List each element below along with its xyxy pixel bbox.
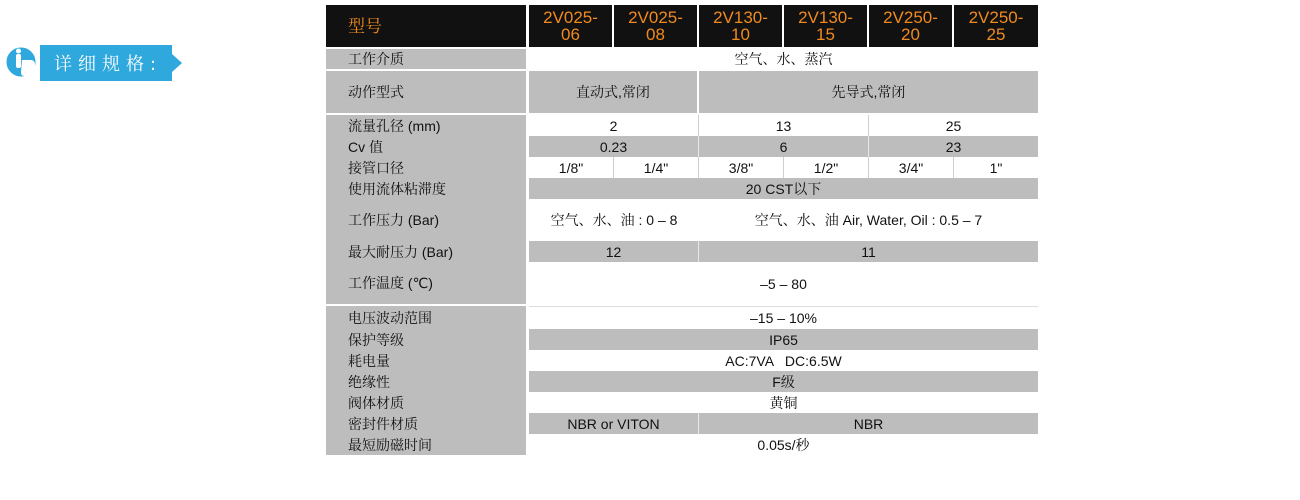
cv-1: 0.23	[529, 136, 699, 157]
cv-3: 23	[869, 136, 1038, 157]
table-row	[326, 157, 1038, 178]
row-label: 最短励磁时间	[326, 434, 529, 455]
row-label: 电压波动范围	[326, 306, 529, 329]
table-row	[326, 350, 1038, 371]
port-3: 3/8"	[699, 157, 784, 178]
table-row	[326, 262, 1038, 306]
temperature-value: –5 – 80	[529, 262, 1038, 306]
table-row	[326, 49, 1038, 71]
table-row	[326, 115, 1038, 136]
cv-2: 6	[699, 136, 869, 157]
port-1: 1/8"	[529, 157, 614, 178]
viscosity-value: 20 CST以下	[529, 178, 1038, 199]
port-5: 3/4"	[869, 157, 954, 178]
port-6: 1"	[954, 157, 1038, 178]
seal-pilot: NBR	[699, 413, 1038, 434]
badge-arrow	[172, 54, 182, 72]
spec-badge	[2, 45, 182, 81]
table-row	[326, 178, 1038, 199]
table-row	[326, 371, 1038, 392]
power-value: AC:7VA DC:6.5W	[529, 350, 1038, 371]
row-label: 动作型式	[326, 71, 529, 115]
row-label: 阀体材质	[326, 392, 529, 413]
header-row	[326, 5, 1038, 49]
table-row	[326, 306, 1038, 329]
model-header-label: 型号	[326, 5, 529, 49]
table-row	[326, 329, 1038, 350]
row-label: 最大耐压力 (Bar)	[326, 241, 529, 262]
port-4: 1/2"	[784, 157, 869, 178]
row-label: Cv 值	[326, 136, 529, 157]
insulation-value: F级	[529, 371, 1038, 392]
table-row	[326, 199, 1038, 241]
model-06: 2V025- 06	[529, 5, 614, 49]
protection-value: IP65	[529, 329, 1038, 350]
badge-label: 详细规格:	[40, 45, 172, 81]
port-2: 1/4"	[614, 157, 699, 178]
row-label: 接管口径	[326, 157, 529, 178]
response-value: 0.05s/秒	[529, 434, 1038, 455]
table-row	[326, 413, 1038, 434]
row-label: 使用流体粘滞度	[326, 178, 529, 199]
table-row	[326, 136, 1038, 157]
model-20: 2V250- 20	[869, 5, 954, 49]
body-value: 黄铜	[529, 392, 1038, 413]
operation-pilot: 先导式,常闭	[699, 71, 1038, 115]
max-pressure-direct: 12	[529, 241, 699, 262]
operation-direct: 直动式,常闭	[529, 71, 699, 115]
row-label: 绝缘性	[326, 371, 529, 392]
row-label: 密封件材质	[326, 413, 529, 434]
medium-value: 空气、水、蒸汽	[529, 49, 1038, 71]
model-10: 2V130- 10	[699, 5, 784, 49]
table-row	[326, 241, 1038, 262]
seal-direct: NBR or VITON	[529, 413, 699, 434]
row-label: 工作压力 (Bar)	[326, 199, 529, 241]
table-row	[326, 392, 1038, 413]
pressure-direct: 空气、水、油 : 0 – 8	[529, 199, 699, 241]
max-pressure-pilot: 11	[699, 241, 1038, 262]
pressure-pilot: 空气、水、油 Air, Water, Oil : 0.5 – 7	[699, 199, 1038, 241]
row-label: 保护等级	[326, 329, 529, 350]
row-label: 工作介质	[326, 49, 529, 71]
info-hand-icon	[2, 43, 42, 83]
row-label: 工作温度 (℃)	[326, 262, 529, 306]
row-label: 流量孔径 (mm)	[326, 115, 529, 136]
model-15: 2V130- 15	[784, 5, 869, 49]
model-08: 2V025- 08	[614, 5, 699, 49]
orifice-3: 25	[869, 115, 1038, 136]
orifice-2: 13	[699, 115, 869, 136]
orifice-1: 2	[529, 115, 699, 136]
table-row	[326, 71, 1038, 115]
spec-table	[326, 5, 1038, 455]
voltage-value: –15 – 10%	[529, 306, 1038, 329]
model-25: 2V250- 25	[954, 5, 1038, 49]
row-label: 耗电量	[326, 350, 529, 371]
table-row	[326, 434, 1038, 455]
